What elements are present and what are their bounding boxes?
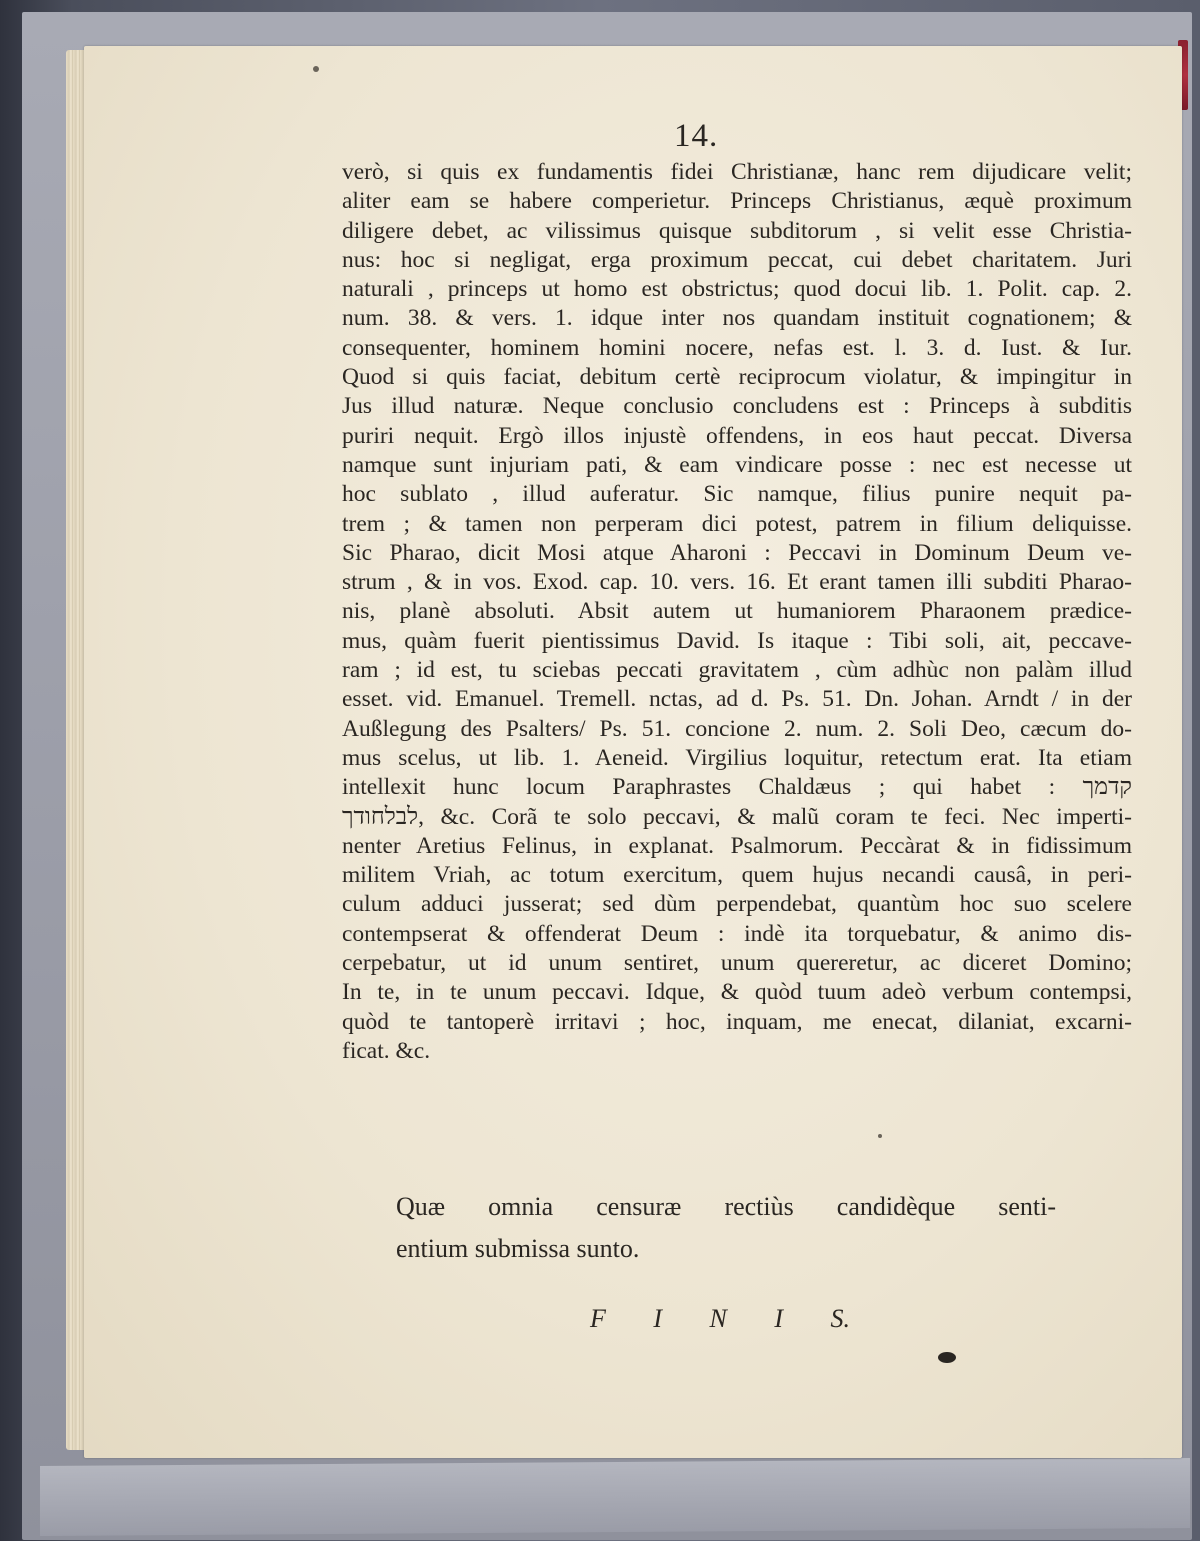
ink-blot	[938, 1352, 956, 1363]
text-line: cerpebatur, ut id unum sentiret, unum quereretur, ac diceret Domino;	[342, 950, 1132, 977]
text-line: Quod si quis faciat, debitum certè reciprocum violatur, & impingitur in	[342, 364, 1132, 391]
text-line: nus: hoc si negligat, erga proximum peccat, cui debet charitatem. Juri	[342, 246, 1132, 273]
text-line: verò, si quis ex fundamentis fidei Christianæ, hanc rem dijudicare velit;	[342, 159, 1132, 185]
text-line: strum , & in vos. Exod. cap. 10. vers. 16. Et erant tamen illi subditi Pharao-	[342, 569, 1132, 596]
text-line: mus, quàm fuerit pientissimus David. Is itaque : Tibi soli, ait, peccave-	[342, 627, 1132, 654]
page-number: 14.	[674, 118, 719, 154]
finis-letter: N	[709, 1304, 727, 1333]
text-line: intellexit hunc locum Paraphrastes Chaldæus ; qui habet : קדמך	[342, 774, 1132, 801]
finis-letter: I	[774, 1304, 783, 1333]
paper-fleck	[313, 66, 319, 72]
text-line: nenter Aretius Felinus, in explanat. Psalmorum. Peccàrat & in fidissimum	[342, 832, 1132, 859]
text-line: contempserat & offenderat Deum : indè ita torquebatur, & animo dis-	[342, 920, 1132, 947]
conclusion-line: Quæ omnia censuræ rectiùs candidèque senti-	[396, 1192, 1056, 1221]
finis-letter: S.	[830, 1304, 850, 1333]
text-line: ram ; id est, tu sciebas peccati gravitatem , cùm adhùc non palàm illud	[342, 657, 1132, 684]
text-line: aliter eam se habere comperietur. Princeps Christianus, æquè proximum	[342, 188, 1132, 215]
text-line: culum adduci jusserat; sed dùm perpendebat, quantùm hoc suo scelere	[342, 891, 1132, 918]
body-text	[342, 158, 1132, 1066]
text-line: In te, in te unum peccavi. Idque, & quòd tuum adeò verbum contempsi,	[342, 979, 1132, 1006]
text-line: mus scelus, ut lib. 1. Aeneid. Virgilius loquitur, retectum erat. Ita etiam	[342, 744, 1132, 771]
text-line: puriri nequit. Ergò illos injustè offendens, in eos haut peccat. Diversa	[342, 422, 1132, 449]
text-line: Sic Pharao, dicit Mosi atque Aharoni : Peccavi in Dominum Deum ve-	[342, 539, 1132, 566]
text-line: Jus illud naturæ. Neque conclusio concludens est : Princeps à subditis	[342, 393, 1132, 420]
finis-letter: F	[590, 1304, 606, 1333]
finis-colophon	[590, 1304, 850, 1334]
paper-fleck	[878, 1134, 882, 1138]
text-line: esset. vid. Emanuel. Tremell. nctas, ad d. Ps. 51. Dn. Johan. Arndt / in der	[342, 686, 1132, 713]
text-line: ficat. &c.	[342, 1037, 431, 1064]
text-line: consequenter, hominem homini nocere, nefas est. l. 3. d. Iust. & Iur.	[342, 334, 1132, 361]
text-line: Außlegung des Psalters/ Ps. 51. concione 2. num. 2. Soli Deo, cæcum do-	[342, 715, 1132, 742]
text-line: לבלחודך, &c. Corã te solo peccavi, & malũ coram te feci. Nec imperti-	[342, 803, 1132, 830]
conclusion-text	[396, 1186, 1056, 1270]
text-line: trem ; & tamen non perperam dici potest, patrem in filium deliquisse.	[342, 510, 1132, 537]
text-line: nis, planè absoluti. Absit autem ut humaniorem Pharaonem prædice-	[342, 598, 1132, 625]
finis-letter: I	[653, 1304, 663, 1333]
text-line: namque sunt injuriam pati, & eam vindicare posse : nec est necesse ut	[342, 451, 1132, 478]
interleaf-fold	[40, 1458, 1190, 1536]
text-line: hoc sublato , illud auferatur. Sic namque, filius punire nequit pa-	[342, 481, 1132, 508]
conclusion-line: entium submissa sunto.	[396, 1234, 640, 1263]
text-line: naturali , princeps ut homo est obstrictus; quod docui lib. 1. Polit. cap. 2.	[342, 276, 1132, 303]
text-line: militem Vriah, ac totum exercitum, quem hujus necandi causâ, in peri-	[342, 862, 1132, 889]
text-line: num. 38. & vers. 1. idque inter nos quandam instituit cognationem; &	[342, 305, 1132, 332]
text-line: diligere debet, ac vilissimus quisque subditorum , si velit esse Christia-	[342, 217, 1132, 244]
text-line: quòd te tantoperè irritavi ; hoc, inquam, me enecat, dilaniat, excarni-	[342, 1008, 1132, 1035]
